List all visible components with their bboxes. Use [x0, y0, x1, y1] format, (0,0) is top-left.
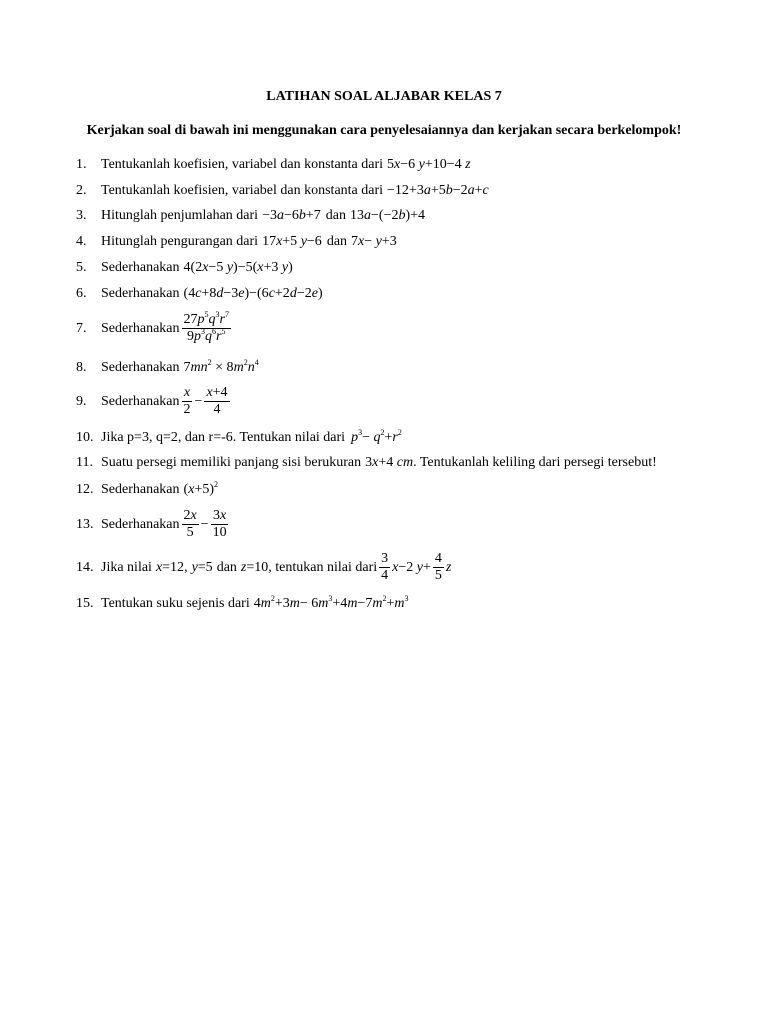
- question-3: [76, 208, 425, 224]
- question-text: Sederhanakan: [101, 393, 180, 409]
- question-14: 14. Jika nilai x=12 , y=5 dan z=10 , tentukan nilai dari $\frac{3}{4}$ x−2 y+ $\frac{4}{5}$ z: [76, 551, 452, 584]
- math-expression: (4c+8d−3e)−(6c+2d−2e): [183, 286, 323, 301]
- question-text: Hitunglah pengurangan dari: [101, 234, 259, 249]
- math-expression: 5x−6 y+10−4 z: [387, 157, 471, 172]
- question-5: [76, 260, 293, 276]
- fraction-expression: $\frac{x+4}{4}$: [206, 385, 228, 418]
- question-text: Tentukan suku sejenis dari: [101, 596, 250, 611]
- question-13: 13. Sederhanakan $\frac{2x}{5}$ − $\frac{3x}{10}$: [76, 508, 227, 541]
- question-8: [76, 360, 259, 376]
- connector-text: dan: [325, 208, 347, 223]
- math-expression: 13a−(−2b)+4: [350, 208, 426, 223]
- question-text: Sederhanakan: [101, 320, 180, 336]
- question-11: [76, 455, 657, 471]
- question-2: [76, 183, 489, 199]
- question-number: 12.: [76, 482, 94, 497]
- question-text: Sederhanakan: [101, 286, 180, 301]
- question-text-continued: . Tentukanlah keliling dari persegi tersebut!: [413, 455, 657, 470]
- question-text: Jika p=3, q=2, dan r=-6. Tentukan nilai dari: [101, 430, 346, 445]
- question-text: Jika nilai: [101, 559, 152, 575]
- connector-text: dan: [326, 234, 348, 249]
- question-1: [76, 157, 471, 173]
- question-number: 8.: [76, 360, 87, 375]
- fraction-expression: $\frac{3}{4}$: [381, 551, 389, 584]
- question-4: [76, 234, 397, 250]
- math-expression: 3x+4 cm: [365, 455, 414, 470]
- question-number: 14.: [76, 559, 94, 575]
- question-text: Hitunglah penjumlahan dari: [101, 208, 259, 223]
- question-text: Tentukanlah koefisien, variabel dan konstanta dari: [101, 157, 384, 172]
- question-number: 11.: [76, 455, 93, 470]
- fraction-expression: $\frac{27p^5q^3r^7}{9p^3q^6r^5}$: [183, 310, 229, 345]
- fraction-expression: $\frac{x}{2}$: [183, 385, 191, 418]
- question-number: 10.: [76, 430, 94, 445]
- question-number: 7.: [76, 320, 87, 336]
- math-expression: $p^3- q^2+r^2$: [351, 428, 402, 445]
- connector-text: dan: [216, 559, 237, 575]
- math-expression: $4m^2+3m- 6m^3+4m-7m^2+m^3$: [253, 594, 409, 611]
- math-expression: $(x+5)^2$: [183, 480, 218, 497]
- math-expression: 4(2x−5 y)−5(x+3 y): [183, 260, 293, 275]
- question-number: 6.: [76, 286, 87, 301]
- math-expression: 7x− y+3: [351, 234, 397, 249]
- math-expression: z=10: [240, 559, 269, 575]
- question-number: 5.: [76, 260, 87, 275]
- question-text: Sederhanakan: [101, 482, 180, 497]
- question-6: [76, 286, 323, 302]
- question-number: 2.: [76, 183, 87, 198]
- question-text: Tentukanlah koefisien, variabel dan konstanta dari: [101, 183, 384, 198]
- math-expression: 17x+5 y−6: [262, 234, 322, 249]
- question-7: [76, 312, 233, 345]
- math-expression: y=5: [191, 559, 213, 575]
- question-15: [76, 596, 409, 612]
- question-number: 9.: [76, 393, 87, 409]
- question-text: Sederhanakan: [101, 360, 180, 375]
- fraction-expression: $\frac{4}{5}$: [434, 551, 442, 584]
- instruction-text: Kerjakan soal di bawah ini menggunakan cara penyelesaiannya dan kerjakan secara berkelompok!: [86, 123, 682, 138]
- question-number: 3.: [76, 208, 87, 223]
- question-number: 15.: [76, 596, 94, 611]
- math-expression: −12+3a+5b−2a+c: [387, 183, 489, 198]
- math-expression: −3a−6b+7: [262, 208, 321, 223]
- connector-text: ,: [184, 559, 188, 575]
- question-text: Suatu persegi memiliki panjang sisi berukuran: [101, 455, 362, 470]
- question-number: 1.: [76, 157, 87, 172]
- math-expression: $7mn^2 \times 8m^2n^4$: [183, 358, 259, 375]
- question-10: [76, 430, 402, 446]
- question-text: Sederhanakan: [101, 516, 180, 532]
- question-text: Sederhanakan: [101, 260, 180, 275]
- fraction-expression: $\frac{3x}{10}$: [212, 508, 227, 541]
- fraction-expression: $\frac{2x}{5}$: [183, 508, 197, 541]
- connector-text: , tentukan nilai dari: [268, 559, 378, 575]
- question-9: 9. Sederhanakan $\frac{x}{2}$ − $\frac{x+4}{4}$: [76, 385, 228, 418]
- document-title: LATIHAN SOAL ALJABAR KELAS 7: [266, 89, 502, 104]
- question-12: [76, 482, 218, 498]
- question-number: 4.: [76, 234, 87, 249]
- math-expression: x=12: [155, 559, 185, 575]
- question-number: 13.: [76, 516, 94, 532]
